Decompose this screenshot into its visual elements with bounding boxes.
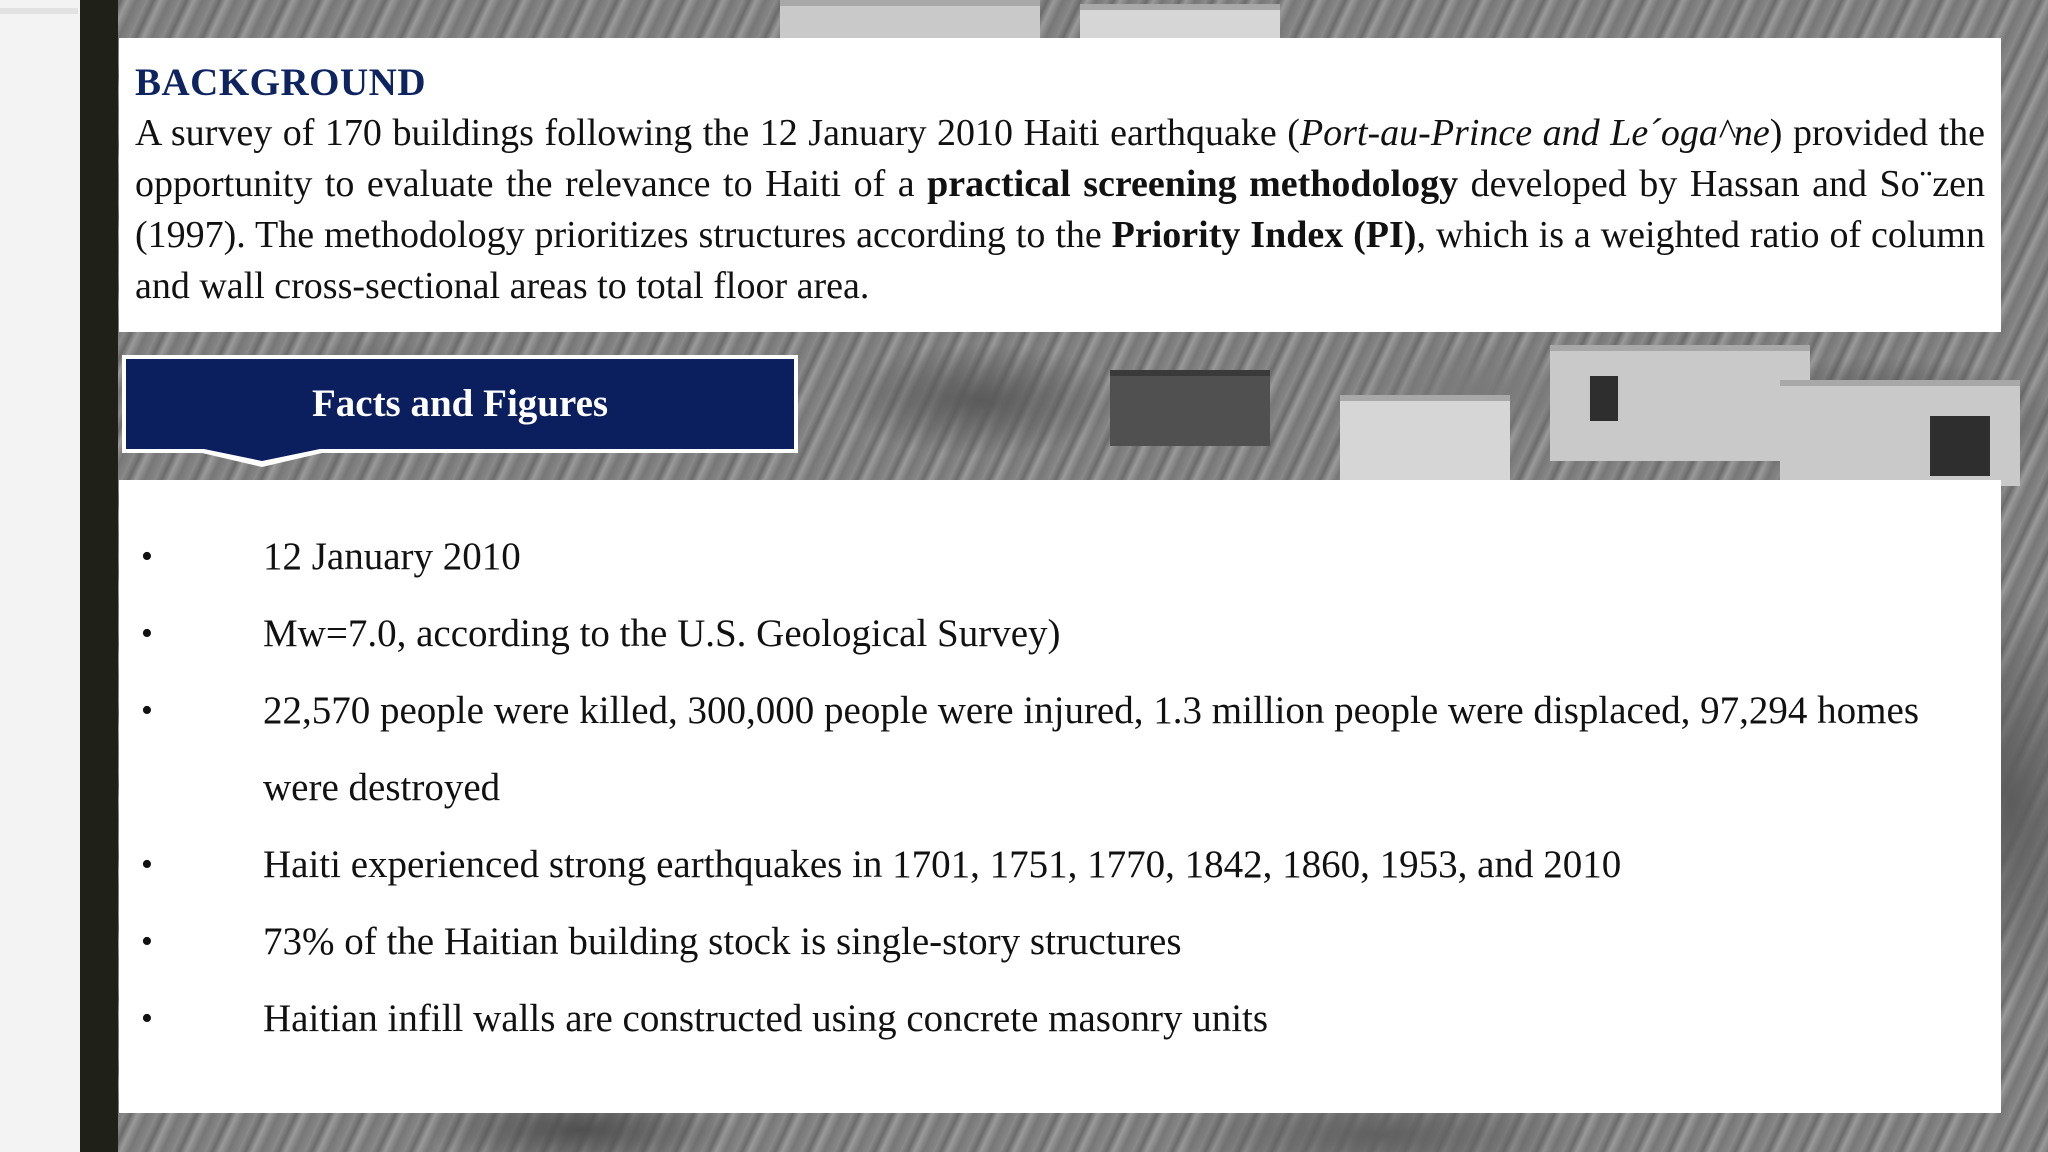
bullet-icon: • — [141, 692, 153, 729]
background-photo-building — [1780, 380, 2020, 486]
slide — [80, 0, 2048, 1152]
facts-item-text: Haiti experienced strong earthquakes in 1701, 1751, 1770, 1842, 1860, 1953, and 2010 — [263, 843, 1622, 886]
facts-item-text: 73% of the Haitian building stock is single-story structures — [263, 920, 1182, 963]
facts-item-text: Haitian infill walls are constructed using concrete masonry units — [263, 997, 1269, 1040]
facts-item-text: 22,570 people were killed, 300,000 people were injured, 1.3 million people were displaced, 97,294 homes were destroyed — [263, 689, 1919, 809]
facts-item-text: Mw=7.0, according to the U.S. Geological Survey) — [263, 612, 1061, 655]
background-methodology-bold: practical screening methodology — [927, 163, 1459, 205]
background-text: ) provided the opportunity to evaluate the relevance to Haiti of a — [135, 112, 1986, 205]
bullet-icon: • — [141, 1000, 153, 1037]
background-text: developed by Hassan and So¨zen (1997). The methodology prioritizes structures according to the — [135, 163, 1985, 256]
background-text: A survey of 170 buildings following the 12 January 2010 Haiti earthquake ( — [135, 112, 1300, 154]
bullet-icon: • — [141, 615, 153, 652]
background-photo-window — [1590, 376, 1618, 421]
facts-tab-notch — [122, 449, 798, 469]
background-heading: BACKGROUND — [135, 61, 427, 104]
background-priority-index-bold: Priority Index (PI) — [1111, 214, 1417, 256]
facts-list — [132, 518, 1982, 1057]
background-photo-building — [1550, 345, 1810, 461]
facts-list-item — [132, 826, 1982, 903]
facts-list-item — [132, 903, 1982, 980]
facts-list-item — [132, 672, 1982, 826]
facts-list-item — [132, 980, 1982, 1057]
bullet-icon: • — [141, 846, 153, 883]
background-text: , which is a weighted ratio of column and wall cross-sectional areas to total floor area. — [135, 214, 1985, 307]
background-paragraph — [135, 108, 1985, 312]
facts-list-item — [132, 595, 1982, 672]
viewer-scroll-indicator — [0, 8, 78, 14]
background-photo-building — [1340, 395, 1510, 486]
slide-left-accent-bar — [80, 0, 118, 1152]
facts-item-text: 12 January 2010 — [263, 535, 521, 578]
background-photo-building — [780, 0, 1040, 42]
background-photo-building — [1080, 4, 1280, 40]
facts-title-tab — [122, 355, 798, 453]
background-photo-building — [1110, 370, 1270, 446]
background-location-italic: Port-au-Prince and Le´oga^ne — [1299, 112, 1770, 154]
bullet-icon: • — [141, 923, 153, 960]
background-photo-window — [1930, 416, 1990, 476]
facts-title: Facts and Figures — [311, 382, 609, 425]
facts-list-item — [132, 518, 1982, 595]
bullet-icon: • — [141, 538, 153, 575]
